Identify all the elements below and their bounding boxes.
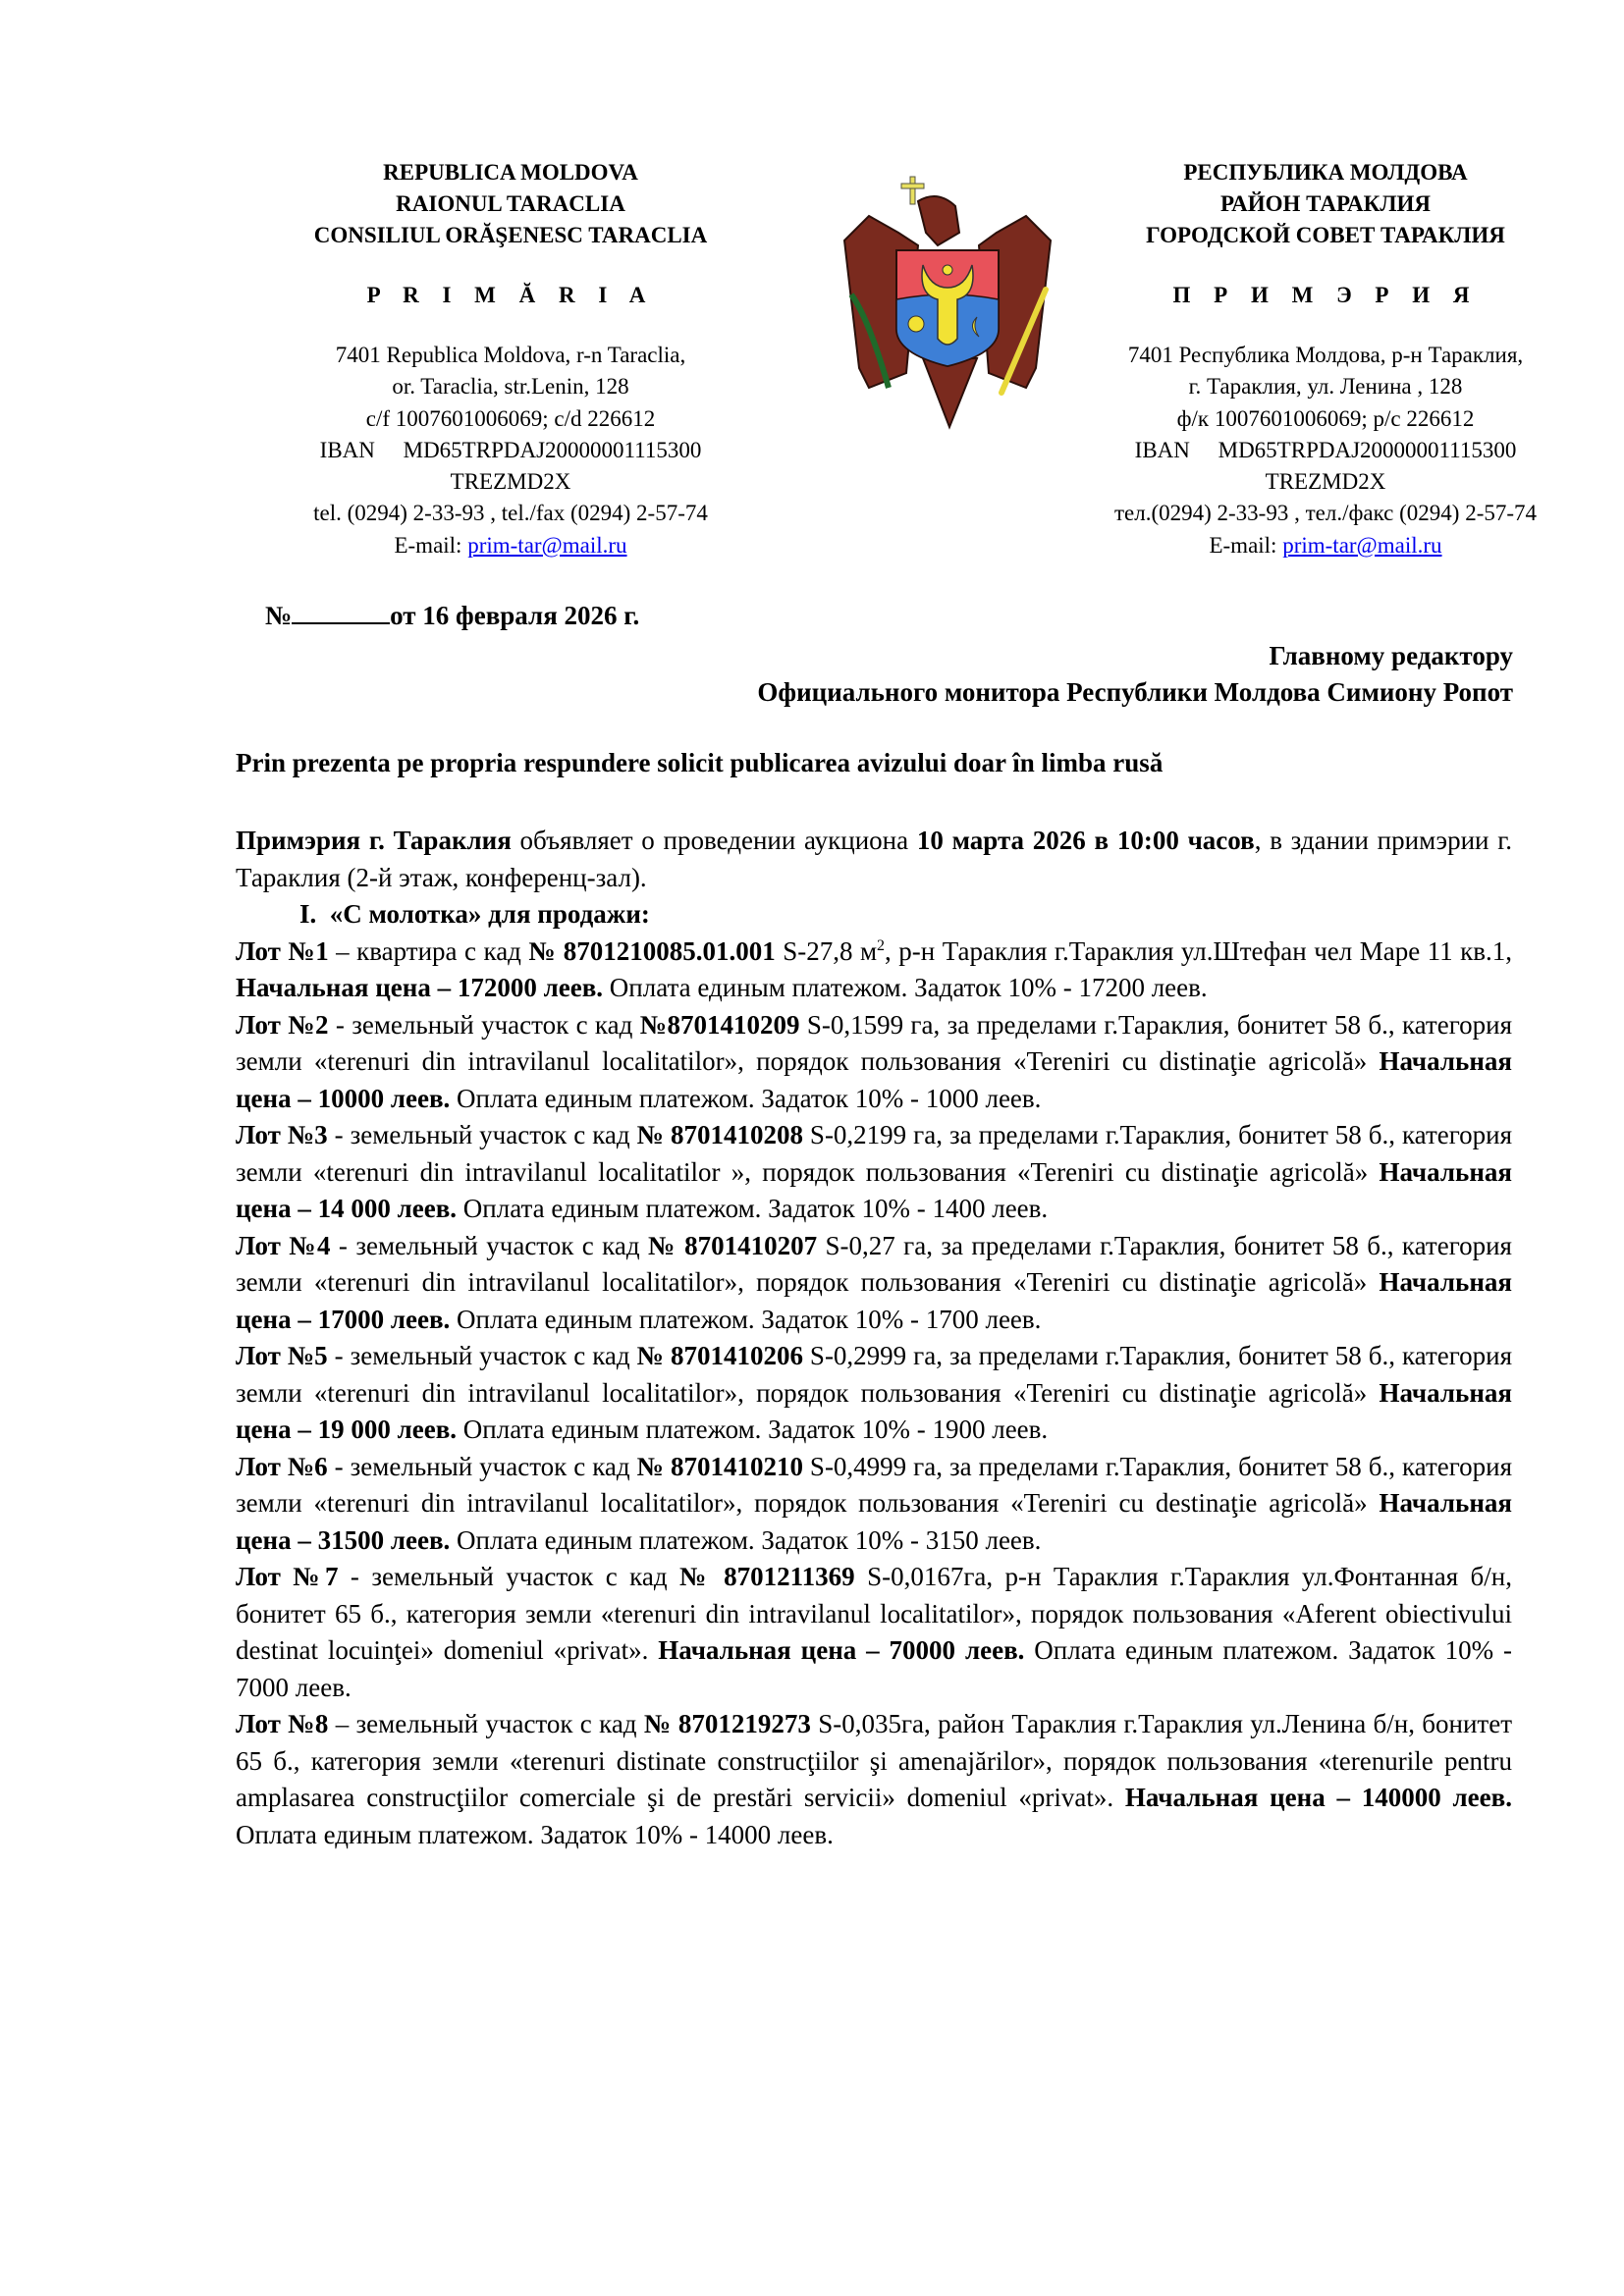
header-romanian [236, 157, 785, 561]
lot-description: S-0,27 га, за пределами г.Тараклия, бонитет 58 б., категория земли «terenuri din intravilanul localitatilor», порядок пользования «Tereniri cu distinaţie agricolă» [236, 1230, 1512, 1297]
lot-cadastral-number: №8701410209 [639, 1009, 800, 1040]
lot-starting-price: Начальная цена – 19 000 леев. [236, 1377, 1512, 1444]
iban-line: IBAN MD65TRPDAJ20000001115300 [1134, 437, 1517, 462]
lot-label: Лот №7 [236, 1562, 339, 1591]
organizer: Примэрия г. Тараклия [236, 826, 512, 855]
lot-cadastral-number: № 8701211369 [678, 1562, 855, 1591]
lot-starting-price: Начальная цена – 14 000 леев. [236, 1156, 1512, 1223]
lot-description: квартира с кад [356, 935, 529, 966]
section-heading [236, 896, 1512, 934]
announcement-body [236, 823, 1512, 1853]
registration-date: от 16 февраля 2026 г. [390, 601, 640, 630]
lot-payment-terms: Оплата единым платежом. Задаток 10% - 1900 леев. [457, 1415, 1049, 1444]
lot-description: земельный участок с кад [355, 1709, 644, 1738]
lot-item [236, 1007, 1512, 1118]
addressee-line: Официального монитора Республики Молдова Симиону Ропот [757, 677, 1513, 707]
email-label: E-mail: [394, 532, 468, 558]
contact-block [236, 340, 785, 561]
lot-cadastral-number: № 8701410208 [636, 1120, 803, 1149]
lot-item [236, 1338, 1512, 1449]
header-title-line: РАЙОН ТАРАКЛИЯ [1220, 191, 1431, 216]
institution-name: P R I M Ă R I A [366, 283, 655, 307]
section-title: «С молотка» для продажи: [329, 899, 650, 929]
institution-name: П Р И М Э Р И Я [1172, 283, 1479, 307]
rose-icon [908, 316, 924, 332]
lot-item [236, 1559, 1512, 1706]
registration-line [265, 601, 639, 631]
publication-request: Prin prezenta pe propria respundere solicit publicarea avizului doar în limba rusă [236, 748, 1164, 777]
lot-description: S-0,2999 га, за пределами г.Тараклия, бонитет 58 б., категория земли «terenuri din intravilanul localitatilor», порядок пользования «Tereniri cu distinaţie agricolă» [236, 1341, 1513, 1408]
lot-description: земельный участок с кад [352, 1009, 640, 1040]
header-title-line: ГОРОДСКОЙ СОВЕТ ТАРАКЛИЯ [1146, 223, 1505, 247]
email-link[interactable]: prim-tar@mail.ru [467, 532, 627, 558]
intro-text: объявляет о проведении аукциона [511, 826, 917, 855]
header-russian [1051, 157, 1600, 561]
lot-item [236, 1117, 1512, 1228]
header-title-line: RAIONUL TARACLIA [396, 191, 625, 216]
section-numeral: I. [299, 899, 317, 929]
lot-item [236, 934, 1512, 1007]
lot-payment-terms: Оплата единым платежом. Задаток 10% - 14000 леев. [236, 1819, 834, 1849]
fiscal-code-line: ф/к 1007601006069; р/с 226612 [1176, 405, 1475, 431]
email-label: E-mail: [1209, 532, 1283, 558]
header-title-line: CONSILIUL ORĂŞENESC TARACLIA [313, 223, 708, 247]
registration-number-blank [292, 601, 390, 624]
lot-label: Лот №4 [236, 1230, 331, 1260]
lot-description: земельный участок с кад [350, 1120, 637, 1149]
lot-label: Лот №1 [236, 935, 329, 966]
email-line [236, 530, 785, 561]
address-line: 7401 Республика Молдова, р-н Тараклия, [1127, 343, 1524, 367]
lot-cadastral-number: № 8701210085.01.001 [528, 935, 776, 966]
eagle-head [918, 196, 959, 245]
lot-starting-price: Начальная цена – 70000 леев. [658, 1635, 1025, 1665]
lot-description: S-0,1599 га, за пределами г.Тараклия, бонитет 58 б., категория земли «terenuri din intravilanul localitatilor», порядок пользования «Tereniri cu distinaţie agricolă» [236, 1009, 1512, 1076]
lot-separator: - [327, 1341, 351, 1370]
lots-list [236, 934, 1512, 1854]
lot-starting-price: Начальная цена – 17000 леев. [236, 1267, 1512, 1334]
lot-separator: - [338, 1562, 372, 1591]
lot-description: S-0,4999 га, за пределами г.Тараклия, бонитет 58 б., категория земли «terenuri din intravilanul localitatilor», порядок пользования «Tereniri cu destinaţie agricolă» [236, 1451, 1513, 1518]
lot-starting-price: Начальная цена – 140000 леев. [1124, 1783, 1512, 1812]
lot-cadastral-number: № 8701410210 [636, 1451, 803, 1481]
treasury-code-line: TREZMD2X [1265, 469, 1386, 495]
phone-line: tel. (0294) 2-33-93 , tel./fax (0294) 2-57-74 [313, 501, 708, 526]
lot-separator: - [327, 1451, 351, 1481]
lot-description: S-0,0167га, р-н Тараклия г.Тараклия ул.Фонтанная б/н, бонитет 65 б., категория земли «terenuri din intravilanul localitatilor», порядок пользования «Aferent obiectivului destinat locuinţei» domeniul «privat». [236, 1562, 1512, 1665]
email-line [1051, 530, 1600, 561]
lot-cadastral-number: № 8701410206 [636, 1341, 803, 1370]
email-link[interactable]: prim-tar@mail.ru [1282, 532, 1442, 558]
lot-separator: - [330, 1230, 356, 1260]
lot-item [236, 1228, 1512, 1339]
lot-description: земельный участок с кад [350, 1341, 637, 1370]
auction-datetime: 10 марта 2026 в 10:00 часов [916, 826, 1255, 855]
header-title-line: РЕСПУБЛИКА МОЛДОВА [1183, 160, 1468, 185]
lot-item [236, 1449, 1512, 1560]
star-icon [943, 265, 952, 275]
lot-payment-terms: Оплата единым платежом. Задаток 10% - 1400 леев. [457, 1194, 1049, 1223]
address-line: 7401 Republica Moldova, r-n Taraclia, [335, 343, 686, 367]
lot-label: Лот №6 [236, 1451, 328, 1481]
number-sign: № [265, 601, 293, 630]
eagle-tail [923, 358, 977, 427]
lot-area-unit-exponent: 2 [877, 936, 886, 954]
cross-icon [910, 177, 915, 204]
contact-block [1051, 340, 1600, 561]
lot-description: земельный участок с кад [371, 1562, 679, 1591]
lot-description: , р-н Тараклия г.Тараклия ул.Штефан чел Маре 11 кв.1, [885, 935, 1513, 966]
lot-payment-terms: Оплата единым платежом. Задаток 10% - 7000 леев. [236, 1635, 1512, 1702]
lot-description: земельный участок с кад [350, 1451, 637, 1481]
lot-description: S-27,8 м [775, 935, 878, 966]
lot-starting-price: Начальная цена – 31500 леев. [236, 1488, 1512, 1555]
lot-cadastral-number: № 8701410207 [647, 1230, 818, 1260]
lot-separator: – [328, 935, 357, 966]
treasury-code-line: TREZMD2X [450, 469, 571, 495]
address-line: or. Taraclia, str.Lenin, 128 [392, 374, 629, 400]
address-line: г. Тараклия, ул. Ленина , 128 [1188, 374, 1463, 400]
lot-separator: – [328, 1709, 356, 1738]
lot-starting-price: Начальная цена – 10000 леев. [236, 1046, 1512, 1113]
lot-payment-terms: Оплата единым платежом. Задаток 10% - 1700 леев. [450, 1304, 1042, 1334]
phone-line: тел.(0294) 2-33-93 , тел./факс (0294) 2-57-74 [1113, 501, 1538, 526]
lot-cadastral-number: № 8701219273 [643, 1709, 811, 1738]
addressee-block [757, 638, 1513, 711]
lot-label: Лот №5 [236, 1341, 328, 1370]
lot-payment-terms: Оплата единым платежом. Задаток 10% - 1000 леев. [450, 1083, 1042, 1113]
iban-line: IBAN MD65TRPDAJ20000001115300 [319, 437, 702, 462]
lot-description: земельный участок с кад [355, 1230, 648, 1260]
lot-separator: - [327, 1120, 351, 1149]
cross-bar [901, 184, 924, 188]
header-title-line: REPUBLICA MOLDOVA [383, 160, 638, 185]
lot-separator: - [328, 1009, 352, 1040]
lot-starting-price: Начальная цена – 172000 леев. [236, 973, 604, 1002]
lot-payment-terms: Оплата единым платежом. Задаток 10% - 3150 леев. [450, 1524, 1042, 1555]
lot-description: S-0,2199 га, за пределами г.Тараклия, бонитет 58 б., категория земли «terenuri din intravilanul localitatilor », порядок пользования «Tereniri cu distinaţie agricolă» [236, 1120, 1513, 1187]
intro-paragraph [236, 823, 1512, 896]
fiscal-code-line: c/f 1007601006069; c/d 226612 [365, 405, 656, 431]
intro-text: , в здании примэрии г. Тараклия (2-й этаж, конференц-зал). [236, 826, 1512, 892]
lot-label: Лот №3 [236, 1120, 328, 1149]
lot-label: Лот №2 [236, 1009, 329, 1040]
lot-payment-terms: Оплата единым платежом. Задаток 10% - 17200 леев. [603, 973, 1208, 1002]
moldova-coat-of-arms-icon [839, 172, 1060, 432]
addressee-line: Главному редактору [1269, 641, 1513, 670]
lot-item [236, 1706, 1512, 1853]
lot-label: Лот №8 [236, 1709, 329, 1738]
lot-description: S-0,035га, район Тараклия г.Тараклия ул.Ленина б/н, бонитет 65 б., категория земли «terenuri distinate construcţiilor şi amenajărilor», порядок пользования «terenurile pentru amplasarea construcţiilor comerciale şi de prestări servicii» domeniul «privat». [236, 1709, 1513, 1812]
